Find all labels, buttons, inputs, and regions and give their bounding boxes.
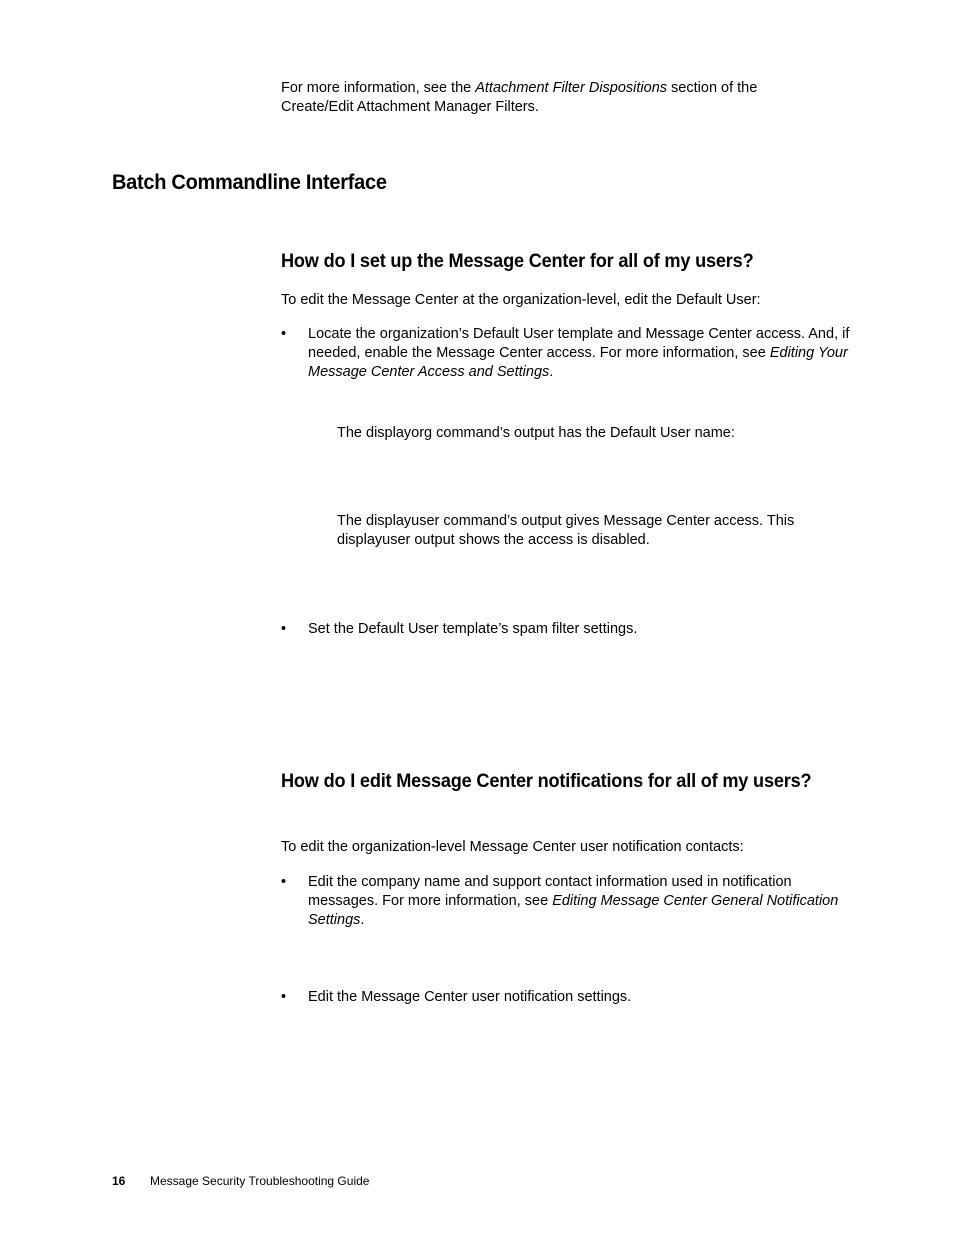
page-footer (112, 1174, 369, 1188)
intro-line2: Create/Edit Attachment Manager Filters. (281, 99, 539, 115)
note-displayuser: The displayuser command’s output gives Message Center access. This displayuser output shows the access is disabled. (337, 513, 795, 548)
list-item-text (308, 325, 851, 382)
document-title: Message Security Troubleshooting Guide (150, 1174, 370, 1188)
intro-prefix: For more information, see the (281, 80, 476, 96)
list-item-end: . (549, 364, 554, 380)
page-number: 16 (112, 1174, 126, 1188)
list-item-end: . (360, 912, 365, 928)
list-item (281, 620, 851, 639)
intro-paragraph (281, 79, 841, 117)
bullet-marker: • (281, 621, 287, 637)
list-item-text: Edit the Message Center user notification settings. (308, 989, 632, 1005)
intro-reference: Attachment Filter Dispositions (475, 80, 668, 96)
question-2-title: How do I edit Message Center notifications for all of my users? (281, 770, 812, 792)
list-item-text: Set the Default User template’s spam filter settings. (308, 621, 638, 637)
bullet-marker: • (281, 989, 287, 1005)
list-item-body: Locate the organization’s Default User template and Message Center access. And, if needed, enable the Message Center access. For more information, see (308, 326, 850, 361)
question-1-lead: To edit the Message Center at the organization-level, edit the Default User: (281, 292, 761, 308)
bullet-marker: • (281, 326, 287, 342)
cross-reference: Editing Your Message Center Access and Settings (308, 345, 848, 380)
intro-suffix: section of the (667, 80, 758, 96)
section-title: Batch Commandline Interface (112, 170, 387, 194)
list-item-body: Edit the company name and support contact information used in notification messages. For more information, see (308, 874, 792, 909)
note-displayorg: The displayorg command’s output has the Default User name: (337, 425, 735, 441)
list-item (281, 325, 851, 382)
bullet-marker: • (281, 874, 287, 890)
cross-reference: Editing Message Center General Notification Settings (308, 893, 839, 928)
list-item (281, 873, 851, 930)
question-1-title: How do I set up the Message Center for all of my users? (281, 250, 754, 272)
list-item-text (308, 873, 851, 930)
list-item (281, 988, 851, 1007)
question-2-lead: To edit the organization-level Message Center user notification contacts: (281, 839, 744, 855)
